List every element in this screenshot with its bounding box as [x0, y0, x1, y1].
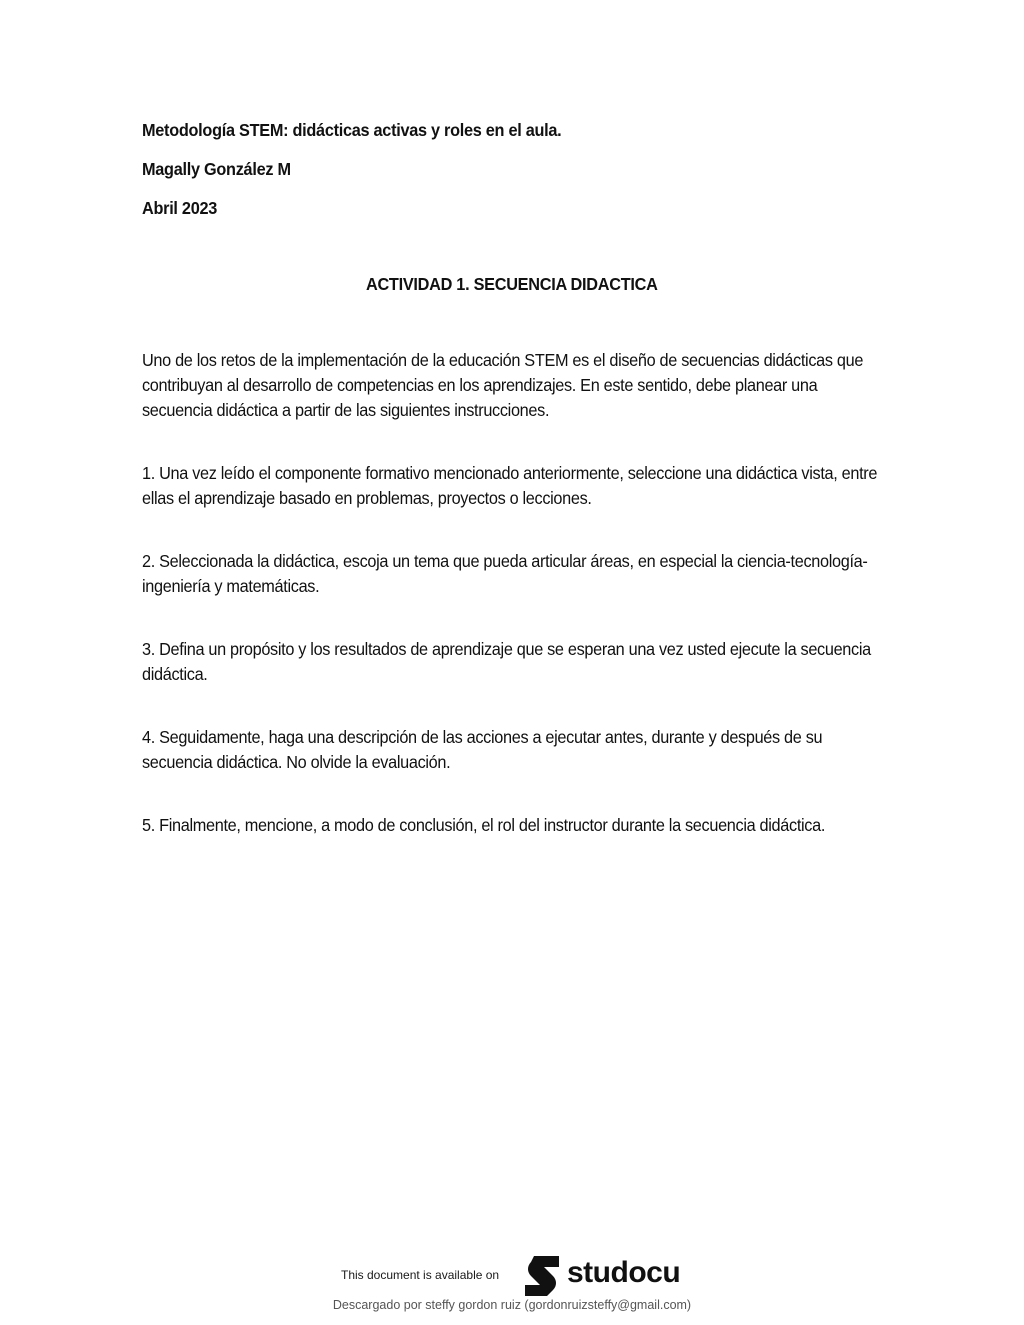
- document-title: Metodología STEM: didácticas activas y roles en el aula.: [142, 120, 562, 140]
- instruction-item-4: 4. Seguidamente, haga una descripción de las acciones a ejecutar antes, durante y después de su secuencia didáctica. No olvide la evaluación.: [142, 727, 823, 772]
- activity-heading-text: ACTIVIDAD 1. SECUENCIA DIDACTICA: [366, 274, 658, 294]
- studocu-footer-banner[interactable]: [0, 1253, 1024, 1297]
- instruction-item-1: 1. Una vez leído el componente formativo mencionado anteriormente, seleccione una didáctica vista, entre ellas el aprendizaje basado en problemas, proyectos o lecciones.: [142, 463, 878, 508]
- instruction-item-5: 5. Finalmente, mencione, a modo de conclusión, el rol del instructor durante la secuencia didáctica.: [142, 815, 826, 835]
- studocu-wordmark: studocu: [567, 1256, 681, 1289]
- document-author: Magally González M: [142, 159, 291, 179]
- activity-heading: [0, 274, 1024, 295]
- intro-paragraph: Uno de los retos de la implementación de la educación STEM es el diseño de secuencias didácticas que contribuyan al desarrollo de competencias en los aprendizajes. En este sentido, debe planear una secuencia didáctica a partir de las siguientes instrucciones.: [142, 350, 864, 420]
- instruction-item-2: 2. Seleccionada la didáctica, escoja un tema que pueda articular áreas, en especial la ciencia-tecnología-ingeniería y matemáticas.: [142, 551, 868, 596]
- document-date: Abril 2023: [142, 198, 218, 218]
- instruction-item-3: 3. Defina un propósito y los resultados de aprendizaje que se esperan una vez usted ejecute la secuencia didáctica.: [142, 639, 871, 684]
- studocu-logo-icon: [522, 1255, 562, 1297]
- download-attribution: Descargado por steffy gordon ruiz (gordonruizsteffy@gmail.com): [332, 1298, 692, 1312]
- available-on-text: This document is available on: [341, 1268, 500, 1282]
